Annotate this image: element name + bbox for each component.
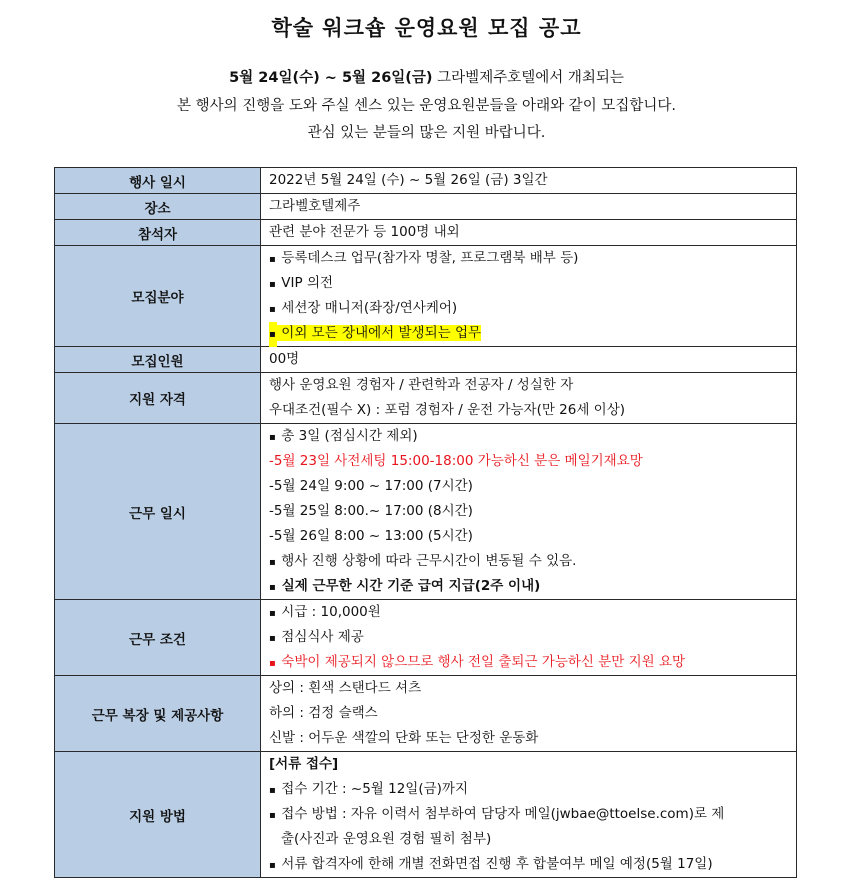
dress-code-label: 근무 복장 및 제공사항 xyxy=(55,676,261,752)
attendees-label: 참석자 xyxy=(55,220,261,246)
list-item xyxy=(269,321,788,346)
row-attendees xyxy=(55,220,797,246)
row-qualification xyxy=(55,373,797,424)
schedule-day-3: -5월 26일 8:00 ~ 13:00 (5시간) xyxy=(269,528,473,544)
bullet-icon: ▪ xyxy=(269,279,276,290)
row-application xyxy=(55,752,797,878)
schedule-pay-note: ▪ 실제 근무한 시간 기준 급여 지급(2주 이내) xyxy=(269,574,788,599)
page-title: 학술 워크숍 운영요원 모집 공고 xyxy=(271,16,582,40)
dress-shoes: 신발 : 어두운 색깔의 단화 또는 단정한 운동화 xyxy=(269,730,539,746)
row-headcount xyxy=(55,347,797,373)
qualification-line: 행사 운영요원 경험자 / 관련학과 전공자 / 성실한 자 xyxy=(269,377,574,393)
headcount-value: 00명 xyxy=(269,351,300,367)
schedule-note: ▪ 행사 진행 상황에 따라 근무시간이 변동될 수 있음. xyxy=(269,549,788,574)
schedule-day-1: -5월 24일 9:00 ~ 17:00 (7시간) xyxy=(269,478,473,494)
qualification-label: 지원 자격 xyxy=(55,373,261,424)
highlighted-item: 이외 모든 장내에서 발생되는 업무 xyxy=(277,325,481,341)
application-method-cont: 출(사진과 운영요원 경험 필히 첨부) xyxy=(281,831,492,847)
condition-meal: ▪ 점심식사 제공 xyxy=(269,625,788,650)
bullet-icon: ▪ xyxy=(269,322,277,347)
list-item: ▪ 등록데스크 업무(참가자 명찰, 프로그램북 배부 등) xyxy=(269,246,788,271)
bullet-icon: ▪ xyxy=(269,860,276,871)
intro-line-3: 관심 있는 분들의 많은 지원 바랍니다. xyxy=(307,125,546,141)
work-conditions-label: 근무 조건 xyxy=(55,600,261,676)
bullet-icon: ▪ xyxy=(269,304,276,315)
recruit-field-label: 모집분야 xyxy=(55,246,261,347)
bullet-icon: ▪ xyxy=(269,557,276,568)
intro-line-1-rest: 그라벨제주호텔에서 개최되는 xyxy=(432,70,624,86)
list-item: ▪ 세션장 매니저(좌장/연사케어) xyxy=(269,296,788,321)
bullet-icon: ▪ xyxy=(269,810,276,821)
bullet-icon: ▪ xyxy=(269,608,276,619)
event-date-value: 2022년 5월 24일 (수) ~ 5월 26일 (금) 3일간 xyxy=(269,172,548,188)
schedule-day-2: -5월 25일 8:00.~ 17:00 (8시간) xyxy=(269,503,473,519)
bullet-icon: ▪ xyxy=(269,254,276,265)
bullet-icon: ▪ xyxy=(269,658,276,669)
intro-line-1 xyxy=(0,66,853,87)
row-recruit-field xyxy=(55,246,797,347)
list-item: ▪ VIP 의전 xyxy=(269,271,788,296)
row-venue xyxy=(55,194,797,220)
schedule-presetting: -5월 23일 사전세팅 15:00-18:00 가능하신 분은 메일기재요망 xyxy=(269,453,643,469)
dress-top: 상의 : 흰색 스탠다드 셔츠 xyxy=(269,680,422,696)
dress-bottom: 하의 : 검정 슬랙스 xyxy=(269,705,378,721)
intro-date-range: 5월 24일(수) ~ 5월 26일(금) xyxy=(229,70,433,86)
row-work-schedule xyxy=(55,424,797,600)
venue-value: 그라벨호텔제주 xyxy=(269,198,361,214)
row-work-conditions xyxy=(55,600,797,676)
headcount-label: 모집인원 xyxy=(55,347,261,373)
application-label: 지원 방법 xyxy=(55,752,261,878)
condition-wage: ▪ 시급 : 10,000원 xyxy=(269,600,788,625)
application-method: ▪ 접수 방법 : 자유 이력서 첨부하여 담당자 메일(jwbae@ttoelse.com)로 제 xyxy=(269,802,788,827)
bullet-icon: ▪ xyxy=(269,582,276,593)
schedule-total: ▪ 총 3일 (점심시간 제외) xyxy=(269,424,788,449)
row-dress-code xyxy=(55,676,797,752)
condition-lodging: ▪ 숙박이 제공되지 않으므로 행사 전일 출퇴근 가능하신 분만 지원 요망 xyxy=(269,650,788,675)
application-period: ▪ 접수 기간 : ~5월 12일(금)까지 xyxy=(269,777,788,802)
row-event-date xyxy=(55,168,797,194)
bullet-icon: ▪ xyxy=(269,432,276,443)
venue-label: 장소 xyxy=(55,194,261,220)
work-schedule-label: 근무 일시 xyxy=(55,424,261,600)
recruitment-table xyxy=(54,167,797,878)
application-result: ▪ 서류 합격자에 한해 개별 전화면접 진행 후 합불여부 메일 예정(5월 17일) xyxy=(269,852,788,877)
attendees-value: 관련 분야 전문가 등 100명 내외 xyxy=(269,224,460,240)
bullet-icon: ▪ xyxy=(269,633,276,644)
qualification-preferred: 우대조건(필수 X) : 포럼 경험자 / 운전 가능자(만 26세 이상) xyxy=(269,402,626,418)
intro-line-2: 본 행사의 진행을 도와 주실 센스 있는 운영요원분들을 아래와 같이 모집합니다. xyxy=(177,98,676,114)
event-date-label: 행사 일시 xyxy=(55,168,261,194)
bullet-icon: ▪ xyxy=(269,785,276,796)
application-header: [서류 접수] xyxy=(269,756,339,772)
